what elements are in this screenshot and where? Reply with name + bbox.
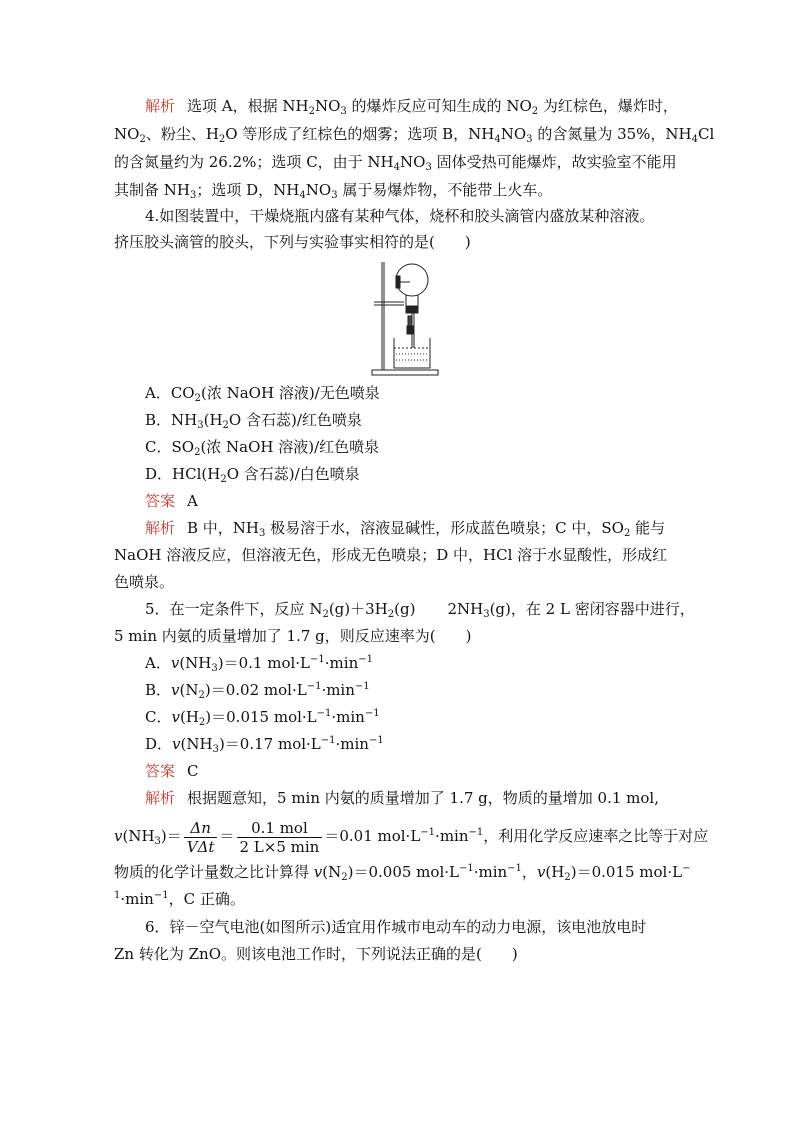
explain3-line4: 其制备 $NH_3$；选项 D，$NH_4NO_3$ 属于易爆炸物，不能带上火车。 bbox=[114, 181, 553, 201]
q4-option-a[interactable]: A．$CO_2$(浓 NaOH 溶液)/无色喷泉 bbox=[145, 384, 380, 404]
fountain-apparatus-figure bbox=[370, 258, 442, 378]
q5-stem-line2: 5 min 内氨的质量增加了 1.7 g，则反应速率为( ) bbox=[114, 627, 472, 645]
q4-explain-line2: NaOH 溶液反应，但溶液无色，形成无色喷泉；D 中，HCl 溶于水显酸性，形成红 bbox=[114, 546, 668, 564]
q5-answer: 答案 C bbox=[145, 762, 199, 780]
q5-option-a[interactable]: A．$v(NH_3)=0.1$ $mol\cdot L^{-1}\cdot\min^{-1}$ bbox=[145, 654, 373, 674]
round-flask bbox=[396, 264, 428, 296]
q4-explain-line3: 色喷泉。 bbox=[114, 573, 175, 591]
q5-option-d[interactable]: D．$v(NH_3)=0.17$ $mol\cdot L^{-1}\cdot\min^{-1}$ bbox=[145, 735, 384, 755]
q4-option-d[interactable]: D．$HCl(H_2O$ 含石蕊)/白色喷泉 bbox=[145, 465, 360, 485]
q5-explain-line3: 物质的化学计量数之比计算得 $v(N_2)=0.005$ $mol\cdot L^{-1}\cdot\min^{-1}$，$v(H_2)=0.015$ mol·L− bbox=[114, 863, 691, 883]
explain3-line2: $NO_2$、粉尘、$H_2O$ 等形成了红棕色的烟雾；选项 B，$NH_4NO_3$ 的含氮量为 35%，$NH_4Cl$ bbox=[114, 125, 715, 145]
stopper bbox=[406, 306, 418, 313]
q4-stem-line2: 挤压胶头滴管的胶头，下列与实验事实相符的是( ) bbox=[114, 233, 471, 251]
q6-stem-line1: 6．锌－空气电池(如图所示)适宜用作城市电动车的动力电源，该电池放电时 bbox=[145, 918, 647, 936]
q6-stem-line2: Zn 转化为 ZnO。则该电池工作时，下列说法正确的是( ) bbox=[114, 945, 518, 963]
answer-tag: 答案 bbox=[145, 492, 176, 510]
q5-option-c[interactable]: C．$v(H_2)=0.015$ $mol\cdot L^{-1}\cdot\min^{-1}$ bbox=[145, 708, 380, 728]
q4-answer: 答案 A bbox=[145, 492, 198, 510]
q5-stem-line1: 5．在一定条件下，反应 $N_2(g)+3H_2(g)$ $2NH_3(g)$，在 2 L 密闭容器中进行， bbox=[145, 600, 695, 620]
fraction-rate-def: $\frac{\Delta n}{\text{VΔt}}$ bbox=[184, 819, 218, 856]
q4-stem-line1: 4.如图装置中，干燥烧瓶内盛有某种气体，烧杯和胶头滴管内盛放某种溶液。 bbox=[145, 207, 655, 225]
q4-option-b[interactable]: B．$NH_3(H_2O$ 含石蕊)/红色喷泉 bbox=[145, 411, 362, 431]
q4-explain-line1: 解析 B 中，$NH_3$ 极易溶于水，溶液显碱性，形成蓝色喷泉；C 中，$SO_2$ 能与 bbox=[145, 519, 666, 539]
q5-option-b[interactable]: B．$v(N_2)=0.02$ $mol\cdot L^{-1}\cdot\min^{-1}$ bbox=[145, 681, 370, 701]
q5-explain-line2: $v(NH_3)=$ $\frac{\Delta n}{\text{VΔt}}$ ＝ $\frac{\text{0.1 mol}}{2 L\times 5 \min}$ ＝0.01 $mol\cdot L^{-1}\cdot\min^{-1}$，利用化学反应速率之比等于对应 bbox=[114, 818, 709, 856]
q5-explain-line4: $^1\cdot\min^{-1}$，C 正确。 bbox=[114, 890, 245, 908]
q5-explain-line1: 解析 根据题意知，5 min 内氨的质量增加了 1.7 g，物质的量增加 0.1 mol, bbox=[145, 789, 659, 807]
explain3-line1: 解析 选项 A，根据 $NH_2NO_3$ 的爆炸反应可知生成的 $NO_2$ 为红棕色，爆炸时， bbox=[145, 97, 678, 117]
explain-tag: 解析 bbox=[145, 97, 176, 115]
explain3-line3: 的含氮量约为 26.2%；选项 C，由于 $NH_4NO_3$ 固体受热可能爆炸，故实验室不能用 bbox=[114, 153, 677, 173]
q4-option-c[interactable]: C．$SO_2$(浓 NaOH 溶液)/红色喷泉 bbox=[145, 438, 380, 458]
stand-base bbox=[372, 370, 438, 375]
fraction-rate-value: $\frac{\text{0.1 mol}}{2 L\times 5 \min}$ bbox=[237, 819, 323, 856]
